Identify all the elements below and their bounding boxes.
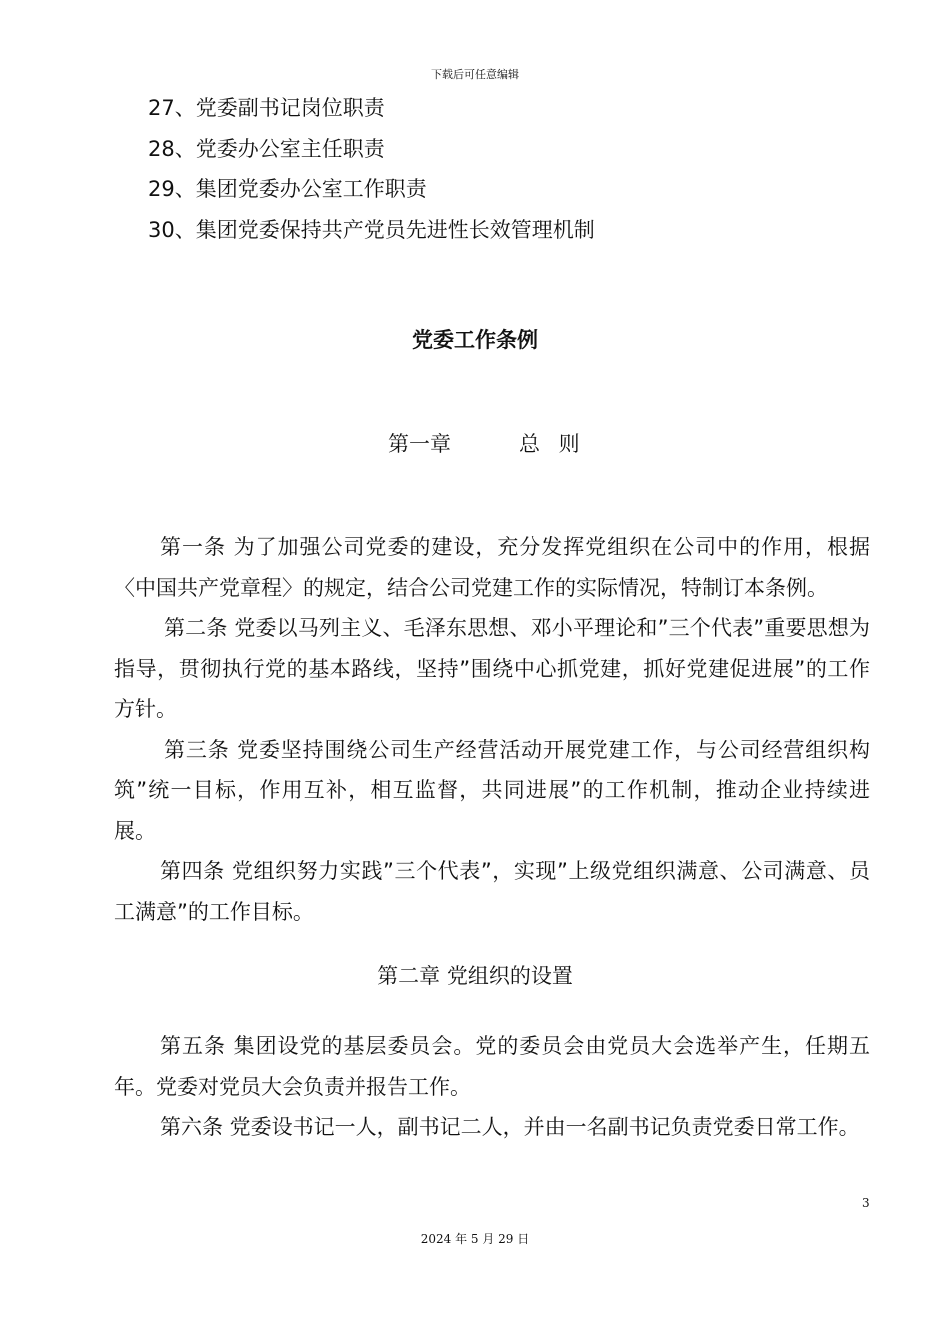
article-6: 第六条 党委设书记一人，副书记二人，并由一名副书记负责党委日常工作。 bbox=[160, 1115, 860, 1139]
toc-list bbox=[148, 88, 595, 250]
article-3: 第三条 党委坚持围绕公司生产经营活动开展党建工作，与公司经营组织构筑”统一目标，作用互补，相互监督，共同进展”的工作机制，推动企业持续进展。 bbox=[114, 737, 870, 843]
article-5: 第五条 集团设党的基层委员会。党的委员会由党员大会选举产生，任期五年。党委对党员大会负责并报告工作。 bbox=[114, 1034, 870, 1099]
chapter-2-heading: 第二章 党组织的设置 bbox=[377, 964, 573, 988]
toc-item-30: 30、集团党委保持共产党员先进性长效管理机制 bbox=[148, 217, 595, 242]
chapter-1-name: 总 则 bbox=[519, 432, 586, 456]
article-1: 第一条 为了加强公司党委的建设，充分发挥党组织在公司中的作用，根据〈中国共产党章程〉的规定，结合公司党建工作的实际情况，特制订本条例。 bbox=[114, 535, 870, 600]
toc-item-28: 28、党委办公室主任职责 bbox=[148, 136, 385, 161]
toc-item-29: 29、集团党委办公室工作职责 bbox=[148, 177, 427, 201]
article-2: 第二条 党委以马列主义、毛泽东思想、邓小平理论和”三个代表”重要思想为指导，贯彻执行党的基本路线，坚持”围绕中心抓党建，抓好党建促进展”的工作方针。 bbox=[114, 616, 870, 721]
chapter-1-heading bbox=[388, 428, 586, 458]
chapter-2-body bbox=[114, 1026, 870, 1148]
chapter-1-body bbox=[114, 527, 870, 932]
toc-item-27: 27、党委副书记岗位职责 bbox=[148, 96, 385, 120]
footer-date: 2024 年 5 月 29 日 bbox=[420, 1232, 530, 1246]
page-number: 3 bbox=[862, 1196, 870, 1210]
chapter-1-number: 第一章 bbox=[388, 432, 451, 456]
article-4: 第四条 党组织努力实践”三个代表”，实现”上级党组织满意、公司满意、员工满意”的工作目标。 bbox=[114, 859, 870, 924]
document-title: 党委工作条例 bbox=[412, 328, 538, 352]
header-note: 下载后可任意编辑 bbox=[431, 68, 519, 81]
